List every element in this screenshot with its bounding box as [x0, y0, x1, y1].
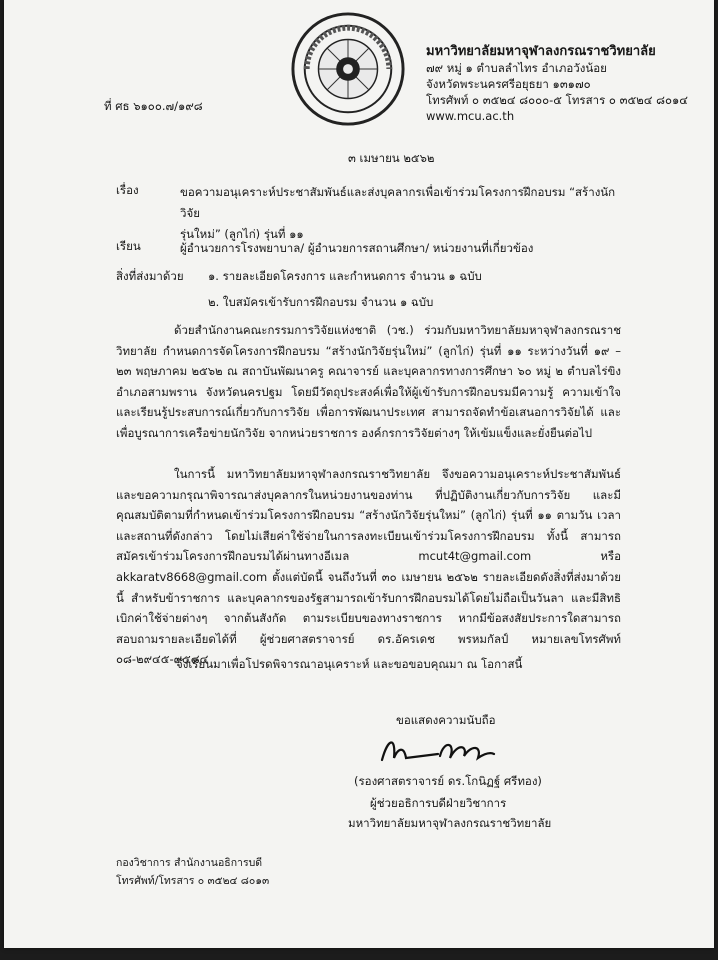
subject-line-2: รุ่นใหม่” (ลูกไก่) รุ่นที่ ๑๑ [180, 227, 304, 241]
university-seal-icon [289, 10, 407, 128]
website: www.mcu.ac.th [426, 109, 515, 123]
reference-number: ที่ ศธ ๖๑๐๐.๗/๑๙๘ [104, 99, 203, 113]
address-line-1: ๗๙ หมู่ ๑ ตำบลลำไทร อำเภอวังน้อย [426, 61, 607, 75]
letterhead [426, 44, 688, 124]
subject-label: เรื่อง [116, 183, 139, 197]
footer-contact: โทรศัพท์/โทรสาร ๐ ๓๕๒๔ ๘๐๑๓ [116, 875, 270, 887]
signer-position: ผู้ช่วยอธิการบดีฝ่ายวิชาการ [370, 796, 507, 810]
recipient-text: ผู้อำนวยการโรงพยาบาล/ ผู้อำนวยการสถานศึกษา/ หน่วยงานที่เกี่ยวข้อง [180, 241, 534, 255]
signer-org: มหาวิทยาลัยมหาจุฬาลงกรณราชวิทยาลัย [348, 816, 552, 830]
address-line-2: จังหวัดพระนครศรีอยุธยา ๑๓๑๗๐ [426, 77, 591, 91]
phone-fax: โทรศัพท์ ๐ ๓๕๒๔ ๘๐๐๐-๕ โทรสาร ๐ ๓๕๒๔ ๘๐๑๔ [426, 93, 688, 107]
org-name: มหาวิทยาลัยมหาจุฬาลงกรณราชวิทยาลัย [426, 44, 656, 59]
enclosure-item: ๒. ใบสมัครเข้ารับการฝึกอบรม จำนวน ๑ ฉบับ [208, 295, 434, 309]
enclosure-item: ๑. รายละเอียดโครงการ และกำหนดการ จำนวน ๑ ฉบับ [208, 269, 482, 283]
letter-date: ๓ เมษายน ๒๕๖๒ [348, 151, 435, 165]
signer-name: (รองศาสตราจารย์ ดร.โกนิฏฐ์ ศรีทอง) [354, 774, 542, 788]
regards: ขอแสดงความนับถือ [396, 713, 496, 727]
footer-department: กองวิชาการ สำนักงานอธิการบดี [116, 857, 263, 869]
closing-sentence: จึงเรียนมาเพื่อโปรดพิจารณาอนุเคราะห์ และขอขอบคุณมา ณ โอกาสนี้ [176, 657, 523, 671]
handwritten-signature [378, 732, 498, 768]
letter-page [4, 0, 714, 948]
enclosures-label: สิ่งที่ส่งมาด้วย [116, 269, 184, 283]
recipient-label: เรียน [116, 239, 141, 253]
subject-text [180, 182, 620, 245]
body-paragraph-1: ด้วยสำนักงานคณะกรรมการวิจัยแห่งชาติ (วช.) ร่วมกับมหาวิทยาลัยมหาจุฬาลงกรณราชวิทยาลัย กำหนดการจัดโครงการฝึกอบรม “สร้างนักวิจัยรุ่นใหม่” (ลูกไก่) รุ่นที่ ๑๑ ระหว่างวันที่ ๑๙ – ๒๓ พฤษภาคม ๒๕๖๒ ณ สถาบันพัฒนาครู คณาจารย์ และบุคลากรทางการศึกษา ๖๐ หมู่ ๒ ตำบลไร่ขิง อำเภอสามพราน จังหวัดนครปฐม โดยมีวัตถุประสงค์เพื่อให้ผู้เข้ารับการฝึกอบรมมีความรู้ ความเข้าใจ และเรียนรู้ประสบการณ์เกี่ยวกับการวิจัย เพื่อการพัฒนาประเทศ สามารถจัดทำข้อเสนอการวิจัยได้ และเพื่อบูรณาการเครือข่ายนักวิจัย จากหน่วยราชการ องค์กรการวิจัยต่างๆ ให้เข้มแข็งและยั่งยืนต่อไป [116, 323, 621, 440]
subject-line-1: ขอความอนุเคราะห์ประชาสัมพันธ์และส่งบุคลากรเพื่อเข้าร่วมโครงการฝึกอบรม “สร้างนักวิจัย [180, 185, 616, 220]
body-paragraph-2: ในการนี้ มหาวิทยาลัยมหาจุฬาลงกรณราชวิทยาลัย จึงขอความอนุเคราะห์ประชาสัมพันธ์และขอความกรุณาพิจารณาส่งบุคลากรในหน่วยงานของท่าน ที่ปฏิบัติงานเกี่ยวกับการวิจัย และมีคุณสมบัติตามที่กำหนดเข้าร่วมโครงการฝึกอบรม “สร้างนักวิจัยรุ่นใหม่” (ลูกไก่) รุ่นที่ ๑๑ ตามวัน เวลา และสถานที่ดังกล่าว โดยไม่เสียค่าใช้จ่ายในการลงทะเบียนเข้าร่วมโครงการฝึกอบรม ทั้งนี้ สามารถสมัครเข้าร่วมโครงการฝึกอบรมได้ผ่านทางอีเมล mcut4t@gmail.com หรือ akkaratv8668@gmail.com ตั้งแต่บัดนี้ จนถึงวันที่ ๓๐ เมษายน ๒๕๖๒ รายละเอียดดังสิ่งที่ส่งมาด้วยนี้ สำหรับข้าราชการ และบุคลากรของรัฐสามารถเข้ารับการฝึกอบรมได้โดยไม่ถือเป็นวันลา และมีสิทธิเบิกค่าใช้จ่ายต่างๆ จากต้นสังกัด ตามระเบียบของทางราชการ หากมีข้อสงสัยประการใดสามารถสอบถามรายละเอียดได้ที่ ผู้ช่วยศาสตราจารย์ ดร.อัครเดช พรหมกัลป์ หมายเลขโทรศัพท์ ๐๘-๒๙๔๕-๙๕๘๔ [116, 467, 621, 667]
